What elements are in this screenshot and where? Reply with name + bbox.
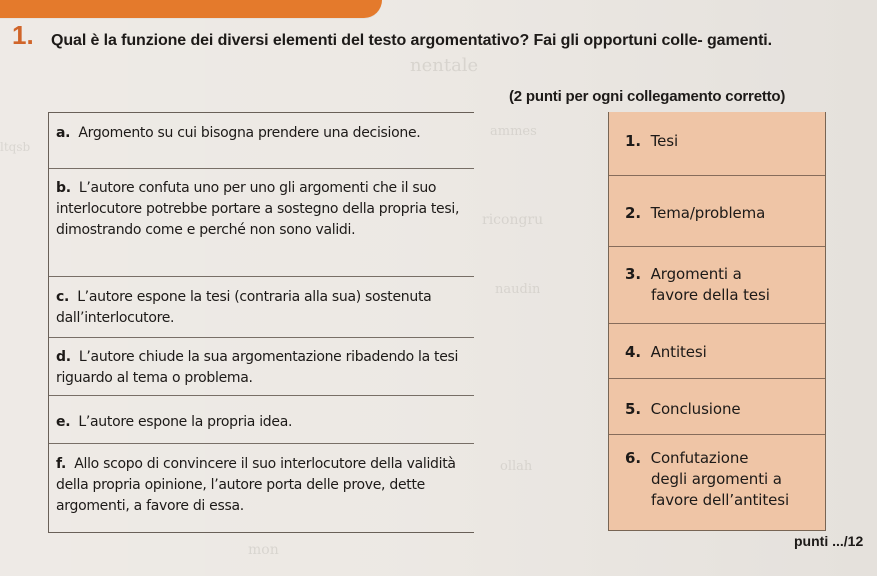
worksheet-page: nentale ammes ricongru naudin ollah mon ltqsb 1. Qual è la funzione dei diversi elementi del testo argomentativo? Fai gli opportuni colle- gamenti. (2 punti per ogni collegamento corretto) a. Argomento su cui bisogna prendere una decisione. b. L’autore confuta uno per uno gli argomenti che il suo interlocutore potrebbe portare a sostegno della propria tesi, dimostrando come e perché non sono validi. c. L’autore espone la tesi (contraria alla sua) sostenuta dall’interlocutore. d. L’autore chiude la sua argomentazione ribadendo la tesi riguardo al tema o problema. e. L’autore espone la propria idea. f. Allo scopo di convincere il suo interlocutore della validità della propria opinione, l’autore porta delle prove, dette argomenti, a favore di essa. 1. Tesi 2. Tema/problema 3. Argomenti a favore della tesi 4. Antitesi 5. Conclusione 6. Confutazione degli argomenti a favore dell’antitesi punti .../12 xyxy=(0,0,877,576)
score-label: punti .../12 xyxy=(794,533,864,549)
left-item-f xyxy=(49,443,474,532)
left-item-b xyxy=(49,168,474,276)
right-item-number: 6. xyxy=(625,449,641,467)
left-item-letter: b. xyxy=(56,180,71,196)
right-answer-list xyxy=(608,112,826,531)
right-item-number: 3. xyxy=(625,265,641,283)
scoring-note: (2 punti per ogni collegamento corretto) xyxy=(509,88,786,105)
right-item-text-line3: favore dell’antitesi xyxy=(651,491,790,509)
left-item-a xyxy=(49,113,474,165)
left-item-letter: f. xyxy=(56,456,67,472)
left-item-letter: a. xyxy=(56,125,71,141)
left-item-d xyxy=(49,337,474,395)
right-item-3 xyxy=(609,246,825,323)
orange-header-tab xyxy=(0,0,382,18)
left-item-text: Argomento su cui bisogna prendere una decisione. xyxy=(78,125,421,141)
right-item-number: 1. xyxy=(625,132,641,150)
right-item-text: Antitesi xyxy=(650,343,707,361)
left-item-e xyxy=(49,395,474,443)
left-answer-list xyxy=(48,112,474,533)
right-item-6 xyxy=(609,434,825,530)
left-item-text: L’autore chiude la sua argomentazione ribadendo la tesi riguardo al tema o problema. xyxy=(56,349,459,386)
question-text: Qual è la funzione dei diversi elementi del testo argomentativo? Fai gli opportuni colle- gamenti. xyxy=(51,32,772,49)
left-item-text: L’autore espone la tesi (contraria alla sua) sostenuta dall’interlocutore. xyxy=(56,289,432,326)
right-item-text: Argomenti a xyxy=(650,265,742,283)
left-item-c xyxy=(49,276,474,337)
right-item-1 xyxy=(609,112,825,175)
left-item-text: L’autore confuta uno per uno gli argomenti che il suo interlocutore potrebbe portare a sostegno della propria tesi, dimostrando come e perché non sono validi. xyxy=(56,180,460,238)
right-item-2 xyxy=(609,175,825,246)
right-item-text-line2: favore della tesi xyxy=(651,286,770,304)
right-item-text: Tesi xyxy=(650,132,679,150)
right-item-number: 2. xyxy=(625,204,641,222)
left-item-letter: d. xyxy=(56,349,71,365)
right-item-5 xyxy=(609,378,825,434)
right-item-text: Conclusione xyxy=(650,400,741,418)
left-item-text: L’autore espone la propria idea. xyxy=(78,414,293,430)
right-item-number: 5. xyxy=(625,400,641,418)
question-number: 1. xyxy=(12,20,34,50)
right-item-text: Tema/problema xyxy=(650,204,766,222)
right-item-text-line2: degli argomenti a xyxy=(651,470,782,488)
right-item-4 xyxy=(609,323,825,378)
right-item-text: Confutazione xyxy=(650,449,749,467)
left-item-letter: e. xyxy=(56,414,71,430)
left-item-text: Allo scopo di convincere il suo interlocutore della validità della propria opinione, l’autore porta delle prove, dette argomenti, a favore di essa. xyxy=(56,456,456,514)
right-item-number: 4. xyxy=(625,343,641,361)
left-item-letter: c. xyxy=(56,289,70,305)
